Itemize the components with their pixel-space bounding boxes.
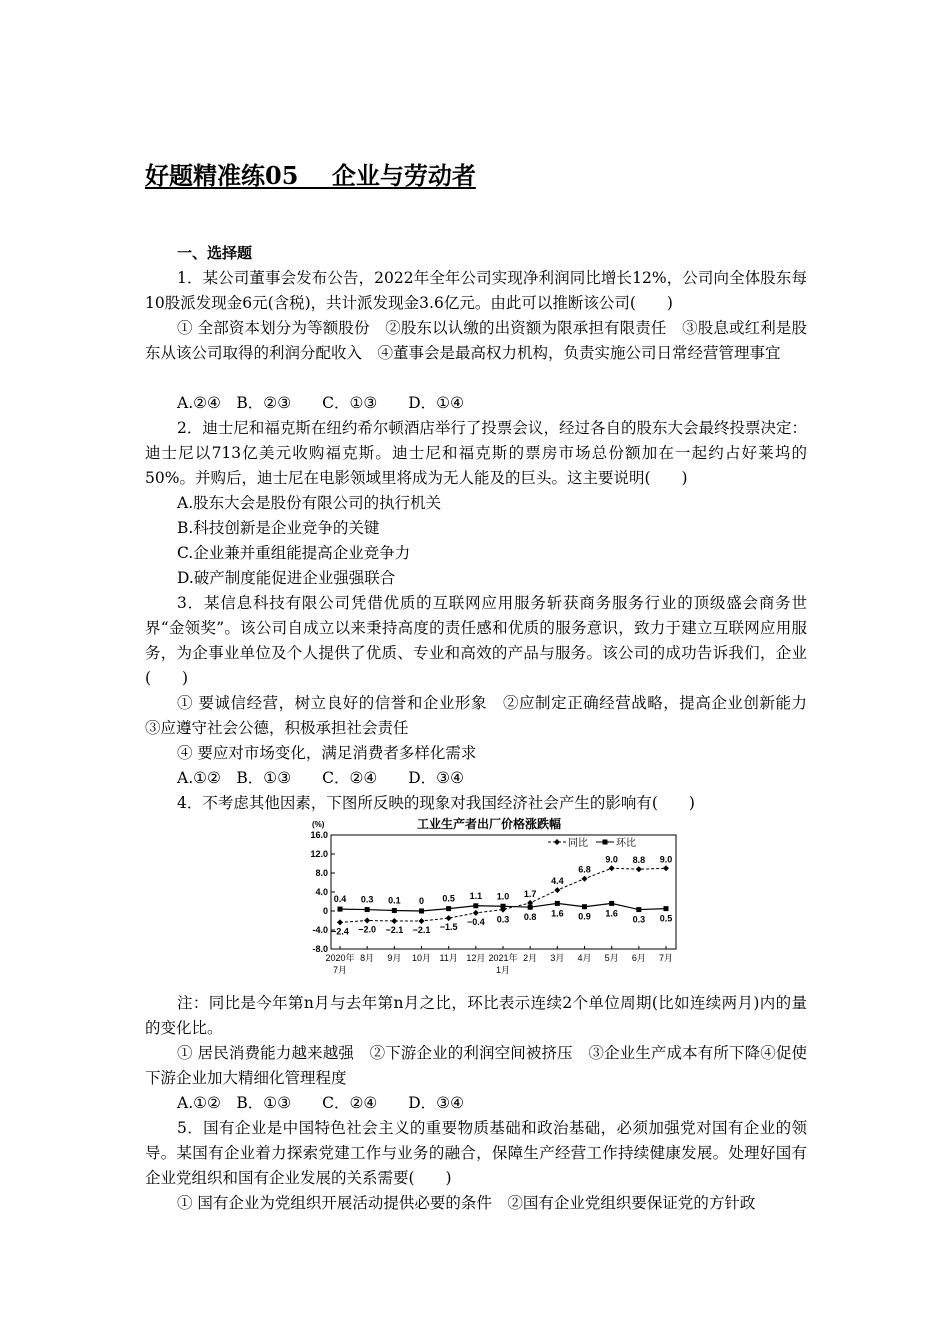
yoy-value-label: −2.1 — [412, 924, 431, 935]
yoy-point — [554, 887, 560, 893]
page-title: 好题精准练05 企业与劳动者 — [145, 161, 476, 190]
q1-items: ① 全部资本划分为等额股份 ②股东以认缴的出资额为限承担有限责任 ③股息或红利是股东从该公司取得的利润分配收入 ④董事会是最高权力机构，负责实施公司日常经营管理事宜 — [145, 319, 807, 362]
mom-point — [392, 908, 397, 913]
mom-point — [473, 903, 478, 908]
x-tick-label: 10月 — [411, 953, 432, 963]
q2-option-a: A.股东大会是股份有限公司的执行机关 — [177, 494, 442, 512]
chart-title: 工业生产者出厂价格涨跌幅 — [416, 817, 562, 831]
q4-stem: 4．不考虑其他因素，下图所反映的现象对我国经济社会产生的影响有( ) — [177, 794, 695, 812]
yoy-value-label: −2.0 — [358, 924, 377, 935]
q5-stem: 5．国有企业是中国特色社会主义的重要物质基础和政治基础，必须加强党对国有企业的领导。某国有企业着力探索党建工作与业务的融合，保障生产经营工作持续健康发展。处理好国有企业党组织和国有企业发展的关系需要( ) — [145, 1119, 807, 1187]
mom-value-label: 0.5 — [442, 893, 455, 904]
yoy-point — [663, 865, 669, 871]
mom-value-label: 1.6 — [551, 908, 564, 919]
price-chart — [300, 815, 680, 977]
mom-value-label: 0.5 — [659, 913, 673, 924]
yoy-point — [582, 876, 588, 882]
yoy-point — [446, 915, 452, 921]
yoy-point — [419, 918, 425, 924]
y-tick-label: 0 — [322, 906, 328, 916]
x-tick-sublabel: 7月 — [332, 965, 348, 975]
q3-items: ① 要诚信经营，树立良好的信誉和企业形象 ②应制定正确经营战略，提高企业创新能力 ③应遵守社会公德，积极承担社会责任 — [145, 694, 823, 737]
mom-point — [365, 907, 370, 912]
yoy-value-label: −0.4 — [466, 916, 485, 927]
mom-value-label: 0.1 — [388, 895, 401, 906]
q3-item4: ④ 要应对市场变化，满足消费者多样化需求 — [177, 744, 477, 762]
mom-value-label: 1.1 — [469, 890, 483, 901]
x-tick-label: 5月 — [604, 953, 619, 963]
legend-yoy-label: 同比 — [568, 838, 588, 849]
yoy-value-label: −2.1 — [385, 924, 404, 935]
q4-note: 注：同比是今年第n月与去年第n月之比，环比表示连续2个单位周期(比如连续两月)内的量的变化比。 — [145, 994, 807, 1037]
mom-value-label: 0 — [418, 896, 425, 906]
q1-choices: A.②④ B．②③ C．①③ D．①④ — [177, 394, 464, 412]
y-tick-label: 16.0 — [310, 830, 328, 840]
y-tick-label: 12.0 — [310, 849, 328, 859]
y-tick-label: -4.0 — [312, 925, 328, 935]
yoy-value-label: 9.0 — [605, 854, 618, 865]
yoy-value-label: 9.0 — [659, 854, 673, 865]
x-tick-label: 11月 — [439, 953, 458, 963]
y-tick-label: 8.0 — [315, 868, 328, 878]
q1-stem: 1．某公司董事会发布公告，2022年全年公司实现净利润同比增长12%，公司向全体股东每10股派发现金6元(含税)，共计派发现金3.6亿元。由此可以推断该公司( ) — [145, 269, 807, 312]
yoy-value-label: 4.4 — [551, 876, 564, 887]
q4-choices: A.①② B．①③ C．②④ D．③④ — [177, 1094, 464, 1112]
x-tick-label: 3月 — [550, 953, 565, 963]
mom-point — [582, 904, 587, 909]
q2-stem: 2．迪士尼和福克斯在纽约希尔顿酒店举行了投票会议，经过各自的股东大会最终投票决定：迪士尼以713亿美元收购福克斯。迪士尼和福克斯的票房市场总份额加在一起约占好莱坞的50%。并购后，迪士尼在电影领域里将成为无人能及的巨头。这主要说明( ) — [145, 419, 807, 487]
x-tick-label: 6月 — [631, 953, 646, 963]
q3-stem: 3．某信息科技有限公司凭借优质的互联网应用服务斩获商务服务行业的顶级盛会商务世界“金领奖”。该公司自成立以来秉持高度的责任感和优质的服务意识，致力于建立互联网应用服务，为企事业单位及个人提供了优质、专业和高效的产品与服务。该公司的成功告诉我们，企业( ) — [145, 594, 807, 687]
mom-point — [609, 901, 614, 906]
yoy-value-label: −2.4 — [331, 926, 349, 937]
x-tick-label: 4月 — [577, 953, 592, 963]
mom-value-label: 1.0 — [496, 891, 510, 902]
q5-items: ① 国有企业为党组织开展活动提供必要的条件 ②国有企业党组织要保证党的方针政 — [177, 1194, 756, 1212]
chart-ylabel: (%) — [312, 820, 325, 829]
legend-mom-marker — [603, 840, 608, 845]
x-tick-label: 2021年 — [488, 953, 518, 963]
mom-point — [501, 904, 506, 909]
q4-items: ① 居民消费能力越来越强 ②下游企业的利润空间被挤压 ③企业生产成本有所下降④促使下游企业加大精细化管理程度 — [145, 1044, 807, 1087]
legend-mom-label: 环比 — [616, 838, 636, 849]
yoy-value-label: 0.3 — [496, 914, 510, 925]
x-tick-label: 9月 — [387, 953, 402, 963]
yoy-point — [337, 919, 343, 925]
mom-value-label: 1.6 — [605, 908, 618, 919]
yoy-value-label: −1.5 — [439, 922, 458, 933]
section-heading: 一、选择题 — [177, 244, 253, 262]
x-tick-label: 8月 — [360, 953, 375, 963]
q2-option-c: C.企业兼并重组能提高企业竞争力 — [177, 544, 411, 562]
yoy-value-label: 6.8 — [578, 864, 591, 875]
yoy-point — [636, 866, 642, 872]
mom-value-label: 0.4 — [333, 894, 347, 905]
mom-point — [528, 905, 533, 910]
yoy-value-label: 1.7 — [523, 888, 537, 899]
mom-value-label: 0.9 — [578, 911, 591, 922]
mom-point — [419, 909, 424, 914]
mom-point — [555, 901, 560, 906]
mom-point — [636, 907, 641, 912]
mom-point — [338, 907, 343, 912]
mom-value-label: 0.3 — [632, 914, 646, 925]
yoy-point — [473, 910, 479, 916]
x-tick-label: 12月 — [466, 953, 486, 963]
x-tick-label: 7月 — [658, 953, 674, 963]
mom-value-label: 0.8 — [523, 912, 537, 923]
q3-choices: A.①② B．①③ C．②④ D．③④ — [177, 769, 464, 787]
yoy-point — [391, 918, 397, 924]
yoy-point — [364, 918, 370, 924]
mom-point — [446, 906, 451, 911]
yoy-point — [609, 865, 615, 871]
yoy-value-label: 8.8 — [632, 855, 646, 866]
x-tick-label: 2020年 — [325, 953, 355, 963]
mom-point — [664, 906, 669, 911]
x-tick-label: 2月 — [523, 953, 538, 963]
mom-value-label: 0.3 — [360, 894, 374, 905]
q2-option-d: D.破产制度能促进企业强强联合 — [177, 569, 396, 587]
y-tick-label: -8.0 — [312, 944, 328, 954]
x-tick-sublabel: 1月 — [495, 965, 511, 975]
legend-yoy-marker — [554, 839, 560, 845]
q2-option-b: B.科技创新是企业竞争的关键 — [177, 519, 380, 537]
y-tick-label: 4.0 — [315, 887, 328, 897]
